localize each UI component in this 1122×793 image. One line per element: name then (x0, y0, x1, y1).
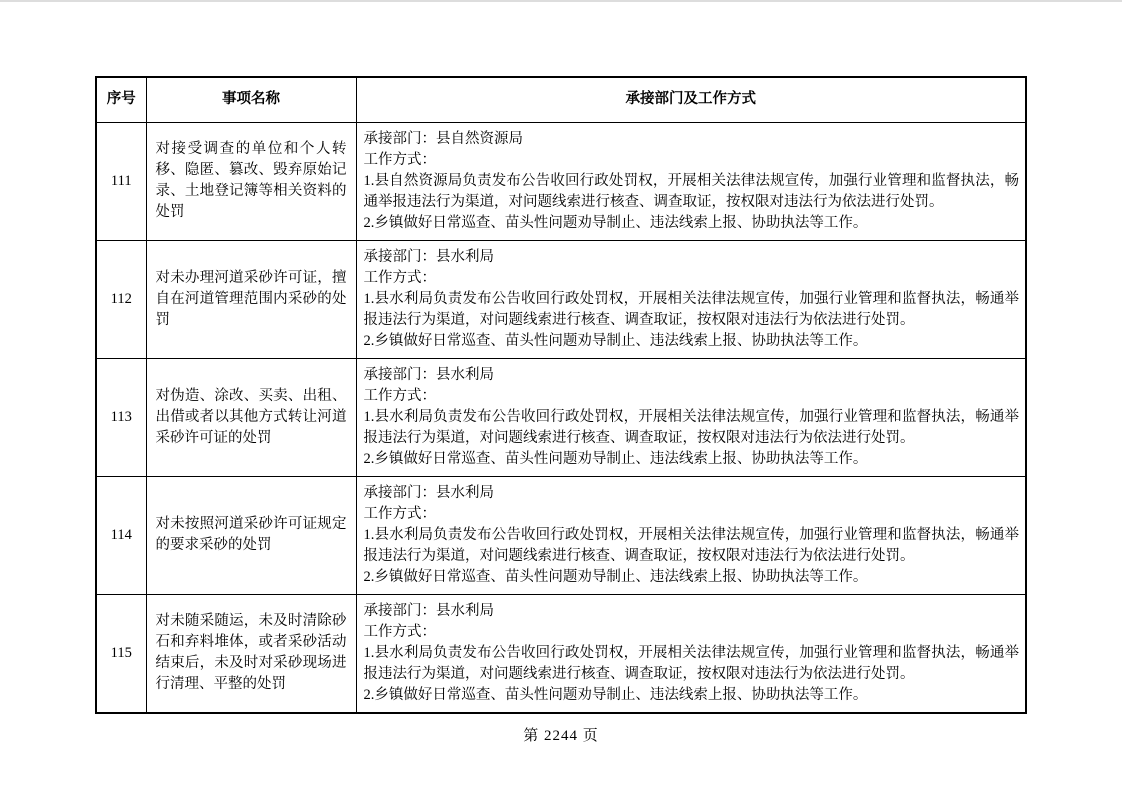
item-name: 对未办理河道采砂许可证，擅自在河道管理范围内采砂的处罚 (146, 240, 356, 358)
item-name: 对接受调查的单位和个人转移、隐匿、篡改、毁弃原始记录、土地登记簿等相关资料的处罚 (146, 122, 356, 240)
department-method (356, 594, 1026, 713)
table-header (96, 77, 1026, 122)
method-label: 工作方式： (363, 623, 436, 640)
serial-number: 115 (96, 594, 146, 713)
department-method (356, 358, 1026, 476)
table-row (96, 240, 1026, 358)
department-method (356, 122, 1026, 240)
method-item-2: 2.乡镇做好日常巡查、苗头性问题劝导制止、违法线索上报、协助执法等工作。 (363, 568, 868, 585)
header-serial-number: 序号 (96, 77, 146, 122)
serial-number: 114 (96, 476, 146, 594)
serial-number: 112 (96, 240, 146, 358)
department-line: 承接部门：县水利局 (363, 366, 494, 383)
page-number: 第 2244 页 (523, 728, 599, 744)
table-row (96, 476, 1026, 594)
header-department-method: 承接部门及工作方式 (356, 77, 1026, 122)
item-name: 对未随采随运，未及时清除砂石和弃料堆体，或者采砂活动结束后，未及时对采砂现场进行清理、平整的处罚 (146, 594, 356, 713)
table-row (96, 122, 1026, 240)
item-name: 对未按照河道采砂许可证规定的要求采砂的处罚 (146, 476, 356, 594)
method-label: 工作方式： (363, 151, 436, 168)
department-line: 承接部门：县水利局 (363, 248, 494, 265)
method-item-1: 1.县水利局负责发布公告收回行政处罚权，开展相关法律法规宣传，加强行业管理和监督执法，畅通举报违法行为渠道，对问题线索进行核查、调查取证，按权限对违法行为依法进行处罚。 (363, 408, 1019, 446)
department-line: 承接部门：县水利局 (363, 484, 494, 501)
department-line: 承接部门：县水利局 (363, 602, 494, 619)
serial-number: 111 (96, 122, 146, 240)
table-row (96, 594, 1026, 713)
department-method (356, 240, 1026, 358)
page-top-edge (0, 0, 1122, 2)
department-line: 承接部门：县自然资源局 (363, 130, 523, 147)
method-item-1: 1.县水利局负责发布公告收回行政处罚权，开展相关法律法规宣传，加强行业管理和监督执法，畅通举报违法行为渠道，对问题线索进行核查、调查取证，按权限对违法行为依法进行处罚。 (363, 526, 1019, 564)
method-label: 工作方式： (363, 505, 436, 522)
method-label: 工作方式： (363, 387, 436, 404)
item-name: 对伪造、涂改、买卖、出租、出借或者以其他方式转让河道采砂许可证的处罚 (146, 358, 356, 476)
method-item-1: 1.县自然资源局负责发布公告收回行政处罚权，开展相关法律法规宣传，加强行业管理和监督执法，畅通举报违法行为渠道，对问题线索进行核查、调查取证，按权限对违法行为依法进行处罚。 (363, 172, 1019, 210)
method-item-2: 2.乡镇做好日常巡查、苗头性问题劝导制止、违法线索上报、协助执法等工作。 (363, 686, 868, 703)
method-item-2: 2.乡镇做好日常巡查、苗头性问题劝导制止、违法线索上报、协助执法等工作。 (363, 332, 868, 349)
method-item-1: 1.县水利局负责发布公告收回行政处罚权，开展相关法律法规宣传，加强行业管理和监督执法，畅通举报违法行为渠道，对问题线索进行核查、调查取证，按权限对违法行为依法进行处罚。 (363, 290, 1019, 328)
method-item-2: 2.乡镇做好日常巡查、苗头性问题劝导制止、违法线索上报、协助执法等工作。 (363, 450, 868, 467)
table-row (96, 358, 1026, 476)
department-method (356, 476, 1026, 594)
serial-number: 113 (96, 358, 146, 476)
items-table (95, 76, 1027, 714)
method-item-1: 1.县水利局负责发布公告收回行政处罚权，开展相关法律法规宣传，加强行业管理和监督执法，畅通举报违法行为渠道，对问题线索进行核查、调查取证，按权限对违法行为依法进行处罚。 (363, 644, 1019, 682)
method-label: 工作方式： (363, 269, 436, 286)
header-item-name: 事项名称 (146, 77, 356, 122)
header-row (96, 77, 1026, 122)
method-item-2: 2.乡镇做好日常巡查、苗头性问题劝导制止、违法线索上报、协助执法等工作。 (363, 214, 868, 231)
